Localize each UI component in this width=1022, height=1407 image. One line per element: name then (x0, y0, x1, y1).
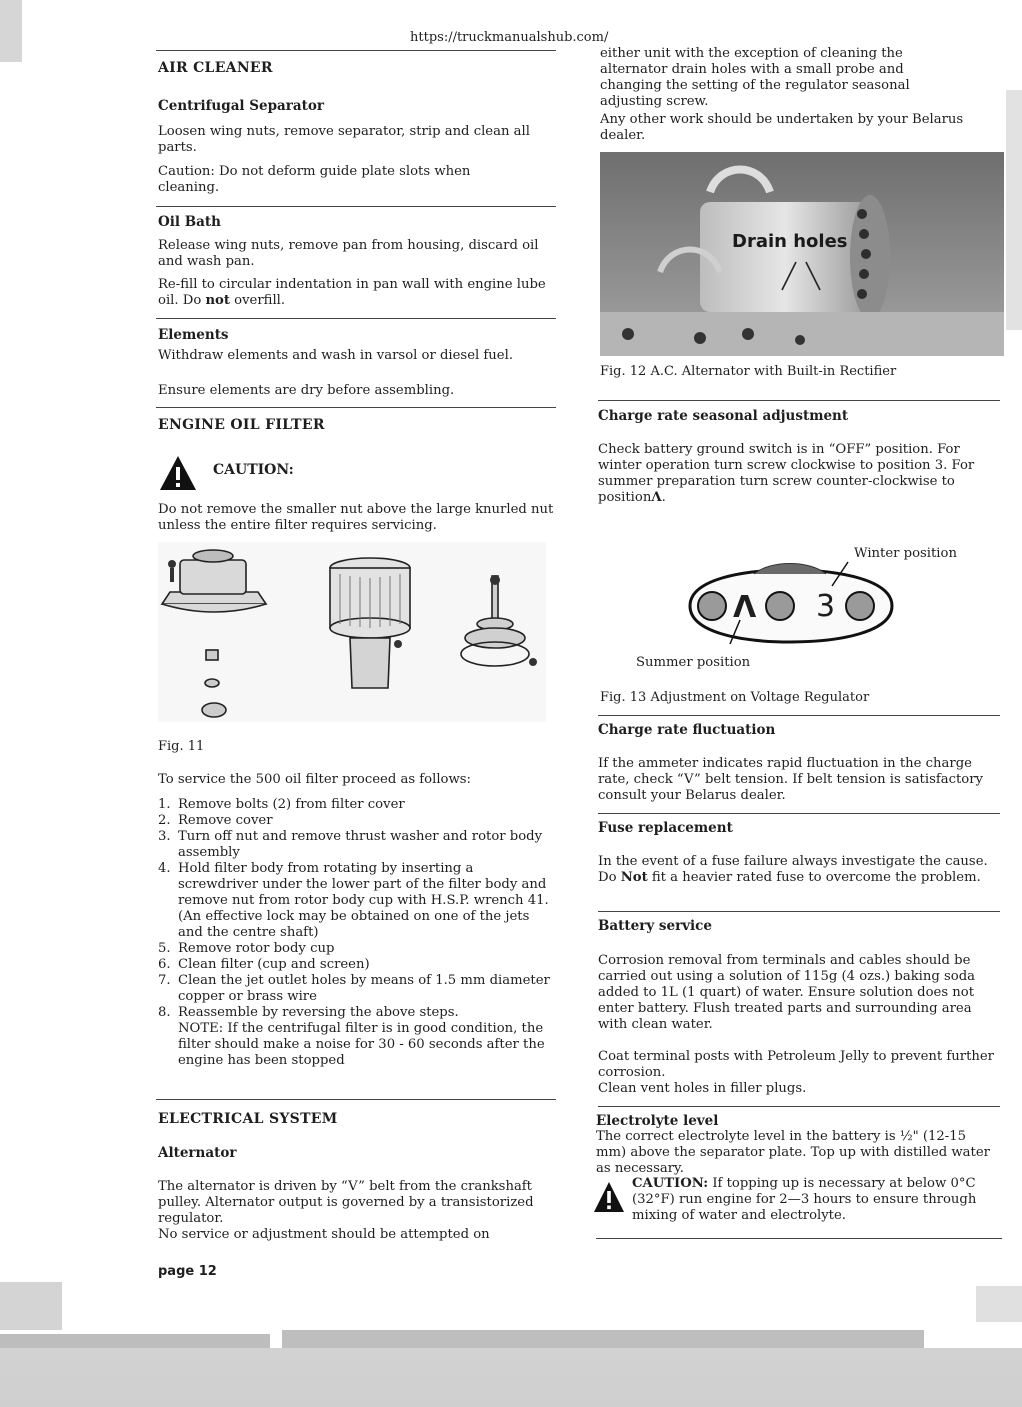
section-title-engine-oil-filter: ENGINE OIL FILTER (158, 417, 325, 433)
page-number: page 12 (158, 1264, 217, 1279)
subheading-elements: Elements (158, 327, 229, 343)
subheading-electrolyte-level: Electrolyte level (596, 1113, 719, 1129)
divider (156, 318, 556, 319)
paragraph: Ensure elements are dry before assembling. (158, 383, 455, 398)
list-item: 7. Clean the jet outlet holes by means of 1.5 mm diameter copper or brass wire (158, 973, 550, 1004)
paragraph: Withdraw elements and wash in varsol or diesel fuel. (158, 348, 514, 363)
divider (598, 911, 1000, 912)
scan-edge-bottom-left (0, 1282, 62, 1330)
subheading-charge-rate-fluctuation: Charge rate fluctuation (598, 722, 776, 738)
list-item: 4. Hold filter body from rotating by inserting a screwdriver under the lower part of the filter body and remove nut from rotor body cup with H.S.P. wrench 41. (An effective lock may be obtained on one of the jets and the centre shaft) (158, 861, 549, 940)
divider (156, 206, 556, 207)
list-item: 5. Remove rotor body cup (158, 941, 335, 956)
list-item: 8. Reassemble by reversing the above steps. (158, 1005, 459, 1020)
paragraph-continued: either unit with the exception of cleaning the alternator drain holes with a small probe and changing the setting of the regulator seasonal adjusting screw. (600, 46, 910, 109)
section-title-electrical-system: ELECTRICAL SYSTEM (158, 1111, 338, 1127)
list-item: 1. Remove bolts (2) from filter cover (158, 797, 405, 812)
divider (598, 813, 1000, 814)
warning-icon (158, 454, 198, 492)
service-steps-list (158, 797, 550, 1069)
divider (598, 715, 1000, 716)
paragraph: If the ammeter indicates rapid fluctuation in the charge rate, check “V” belt tension. If belt tension is satisfactory consult your Belarus dealer. (598, 756, 983, 803)
subheading-alternator: Alternator (158, 1145, 237, 1161)
subheading-charge-rate-seasonal: Charge rate seasonal adjustment (598, 408, 849, 424)
paragraph: The correct electrolyte level in the battery is ½" (12-15 mm) above the separator plate. Top up with distilled water as necessary. (596, 1129, 990, 1176)
scan-edge-right (1006, 90, 1022, 330)
list-item: 3. Turn off nut and remove thrust washer and rotor body assembly (158, 829, 543, 860)
alternator-photo (600, 152, 1004, 356)
subheading-battery-service: Battery service (598, 918, 712, 934)
subheading-oil-bath: Oil Bath (158, 214, 221, 230)
paragraph: No service or adjustment should be attempted on (158, 1227, 490, 1242)
summer-position-label: Summer position (636, 655, 751, 670)
paragraph: The alternator is driven by “V” belt from the crankshaft pulley. Alternator output is governed by a transistorized regulator. (158, 1179, 534, 1226)
divider (156, 407, 556, 408)
paragraph: Caution: Do not deform guide plate slots when cleaning. (158, 164, 471, 195)
figure-caption-fig12: Fig. 12 A.C. Alternator with Built-in Rectifier (600, 364, 897, 379)
header-url: https://truckmanualshub.com/ (410, 30, 609, 45)
scan-edge-top-left (0, 0, 22, 62)
paragraph: In the event of a fuse failure always investigate the cause. Do Not fit a heavier rated fuse to overcome the problem. (598, 854, 988, 885)
section-title-air-cleaner: AIR CLEANER (158, 60, 273, 76)
divider (156, 50, 556, 51)
warning-icon (592, 1180, 626, 1214)
divider (598, 400, 1000, 401)
paragraph: Clean vent holes in filler plugs. (598, 1081, 807, 1096)
scan-bar-bottom-2 (282, 1330, 924, 1348)
scan-band-bottom (0, 1348, 1022, 1407)
list-item: 2. Remove cover (158, 813, 273, 828)
list-note: NOTE: If the centrifugal filter is in good condition, the filter should make a noise for 30 - 60 seconds after the engine has been stopped (178, 1021, 545, 1068)
dial-symbol-summer: Λ (733, 590, 757, 625)
paragraph: Coat terminal posts with Petroleum Jelly to prevent further corrosion. (598, 1049, 994, 1080)
list-item: 6. Clean filter (cup and screen) (158, 957, 370, 972)
caution-text: Do not remove the smaller nut above the large knurled nut unless the entire filter requires servicing. (158, 502, 554, 533)
scan-bar-bottom-1 (0, 1334, 270, 1348)
divider (156, 1099, 556, 1100)
paragraph: Check battery ground switch is in “OFF” position. For winter operation turn screw clockwise to position 3. For summer preparation turn screw counter-clockwise to positionΛ. (598, 442, 975, 505)
caution-text: CAUTION: If topping up is necessary at below 0°C (32°F) run engine for 2—3 hours to ensure through mixing of water and electrolyte. (632, 1176, 977, 1223)
subheading-fuse-replacement: Fuse replacement (598, 820, 733, 836)
figure-caption-fig11: Fig. 11 (158, 739, 205, 754)
subheading-centrifugal-separator: Centrifugal Separator (158, 98, 325, 114)
divider (598, 1106, 1000, 1107)
oil-filter-diagram (158, 542, 546, 722)
caution-label: CAUTION: (213, 462, 294, 478)
photo-label-drain-holes: Drain holes (732, 231, 848, 252)
paragraph: To service the 500 oil filter proceed as follows: (158, 772, 471, 787)
voltage-regulator-diagram (670, 560, 910, 654)
dial-symbol-winter: 3 (816, 589, 836, 624)
divider (596, 1238, 1002, 1239)
paragraph: Release wing nuts, remove pan from housing, discard oil and wash pan. (158, 238, 539, 269)
paragraph: Re-fill to circular indentation in pan wall with engine lube oil. Do not overfill. (158, 277, 546, 308)
figure-caption-fig13: Fig. 13 Adjustment on Voltage Regulator (600, 690, 870, 705)
paragraph: Corrosion removal from terminals and cables should be carried out using a solution of 115g (4 ozs.) baking soda added to 1L (1 quart) of water. Ensure solution does not enter battery. Flush treated parts and surrounding area with clean water. (598, 953, 976, 1032)
winter-position-label: Winter position (854, 546, 957, 561)
paragraph: Any other work should be undertaken by your Belarus dealer. (600, 112, 964, 143)
paragraph: Loosen wing nuts, remove separator, strip and clean all parts. (158, 124, 530, 155)
scan-edge-bottom-right (976, 1286, 1022, 1322)
